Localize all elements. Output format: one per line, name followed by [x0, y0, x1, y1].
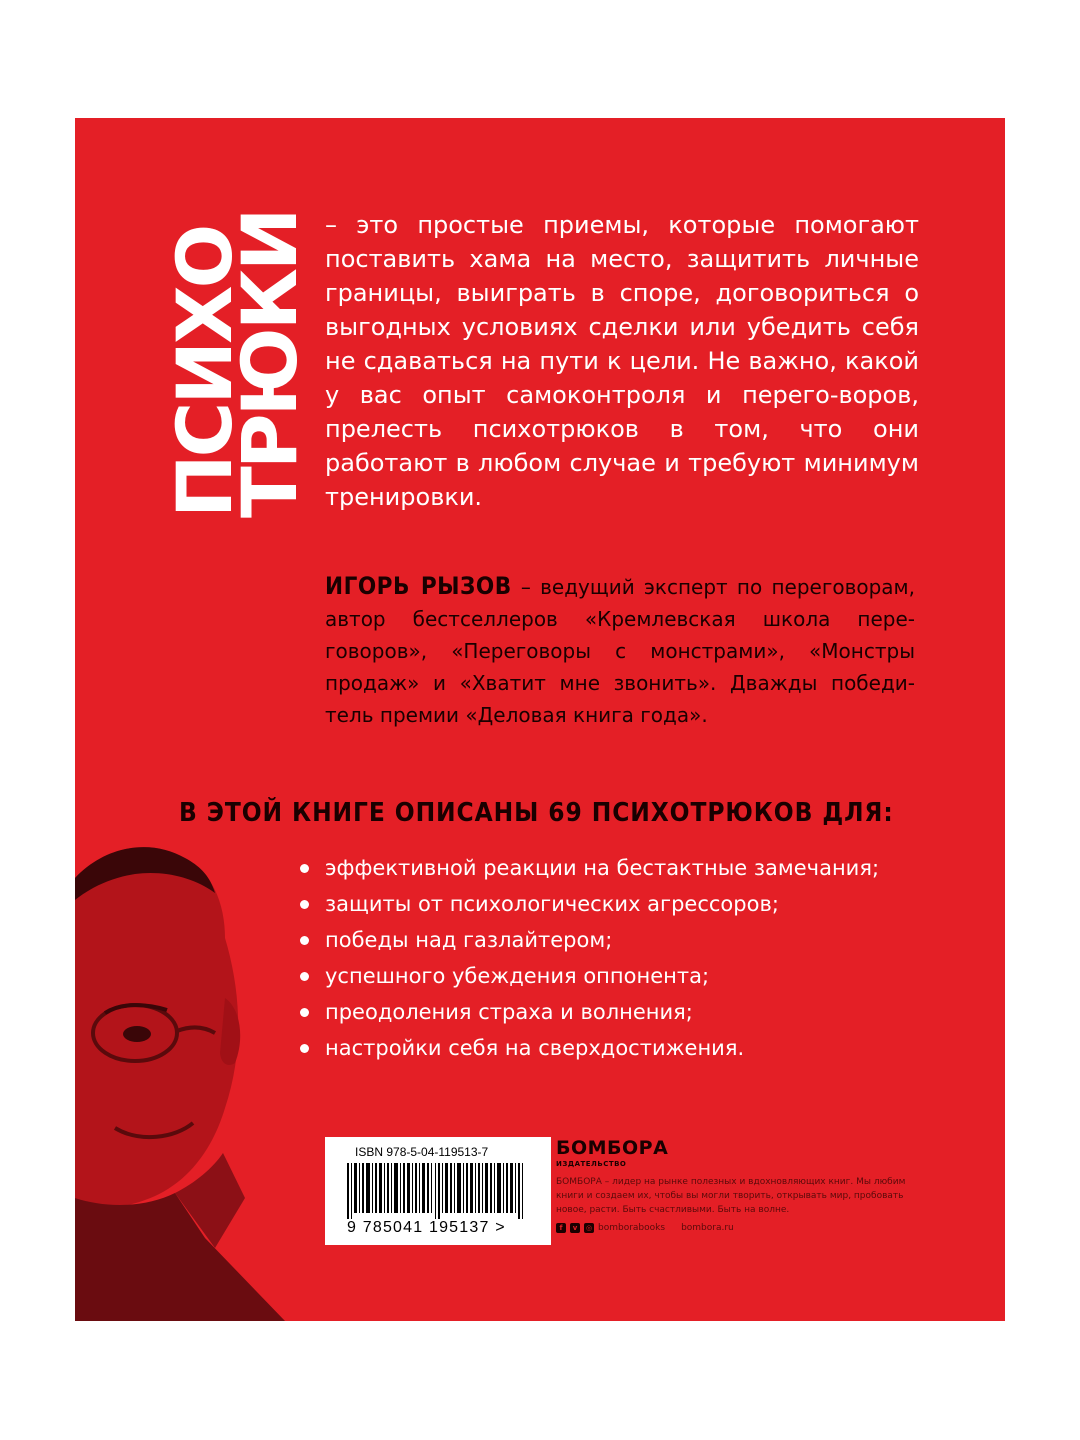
- list-item: защиты от психологических агрессоров;: [297, 886, 917, 922]
- list-item: успешного убеждения оппонента;: [297, 958, 917, 994]
- list-item: победы над газлайтером;: [297, 922, 917, 958]
- bullet-icon: [300, 864, 309, 873]
- website-link: bombora.ru: [681, 1223, 734, 1233]
- instagram-icon: ◎: [585, 1224, 593, 1232]
- author-bio: – ведущий эксперт по переговорам, автор бестселлеров «Кремлевская школа пере-говоров», «Переговоры с монстрами», «Монстры продаж» и «Хватит мне звонить». Дважды победи-тель премии «Деловая книга года».: [325, 575, 915, 727]
- publisher-links: [556, 1223, 976, 1233]
- publisher-logo: БОМБОРА: [556, 1137, 669, 1159]
- barcode-icon: [347, 1163, 531, 1219]
- bullet-icon: [300, 1008, 309, 1017]
- list-title: В ЭТОЙ КНИГЕ ОПИСАНЫ 69 ПСИХОТРЮКОВ ДЛЯ:: [179, 798, 894, 828]
- intro-text: – это простые приемы, которые помогают поставить хама на место, защитить личные границы, выиграть в споре, договориться о выгодных условиях сделки или убедить себя не сдаваться на пути к цели. Не важно, какой у вас опыт самоконтроля и перего-воров, прелесть психотрюков в том, что они работают в любом случае и требуют минимум тренировки.: [325, 211, 919, 511]
- list-item: настройки себя на сверхдостижения.: [297, 1030, 917, 1066]
- bullet-icon: [300, 972, 309, 981]
- facebook-icon: f: [556, 1223, 566, 1233]
- author-portrait: [75, 838, 285, 1321]
- book-back-cover: [75, 118, 1005, 1321]
- publisher-block: [556, 1137, 976, 1233]
- bullet-icon: [300, 1044, 309, 1053]
- list-item: преодоления страха и волнения;: [297, 994, 917, 1030]
- bullet-icon: [300, 900, 309, 909]
- author-name: ИГОРЬ РЫЗОВ: [325, 572, 512, 600]
- title-line-1: ПСИХО: [160, 226, 249, 518]
- isbn-text: ISBN 978-5-04-119513-7: [355, 1145, 489, 1159]
- vertical-title: [160, 206, 314, 518]
- author-block: [325, 570, 915, 731]
- bullet-icon: [300, 936, 309, 945]
- benefits-list: [297, 850, 917, 1066]
- publisher-subtitle: ИЗДАТЕЛЬСТВО: [556, 1160, 627, 1168]
- list-item: эффективной реакции на бестактные замечания;: [297, 850, 917, 886]
- publisher-description: БОМБОРА – лидер на рынке полезных и вдохновляющих книг. Мы любим книги и создаем их, чтобы вы могли творить, открывать мир, пробовать новое, расти. Быть счастливыми. Быть на волне.: [556, 1177, 906, 1215]
- social-handle: bomborabooks: [598, 1223, 666, 1233]
- barcode-number: 9 785041 195137 >: [347, 1219, 506, 1236]
- title-line-2: ТРЮКИ: [225, 210, 314, 518]
- vk-icon: v: [570, 1223, 580, 1233]
- barcode-panel: [325, 1137, 551, 1245]
